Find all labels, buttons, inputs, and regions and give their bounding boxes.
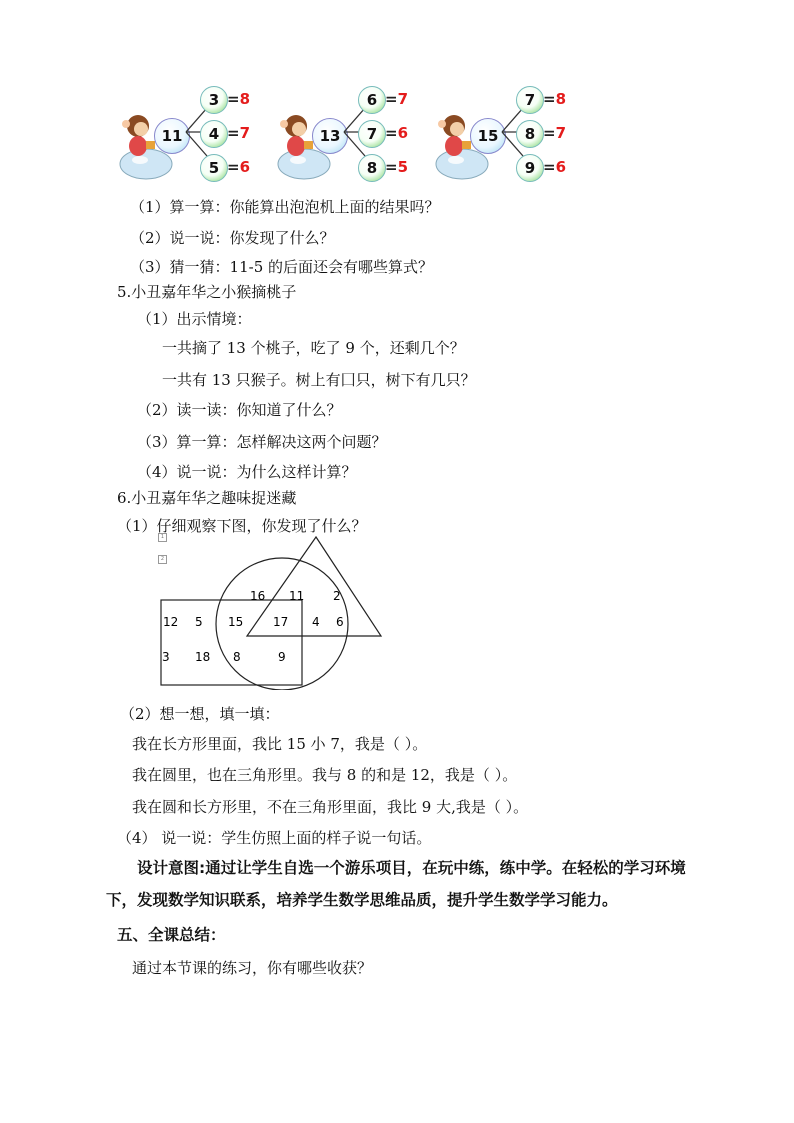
equation-result: =7 xyxy=(385,90,409,108)
bubble-ball: 7 xyxy=(516,86,544,114)
bubble-machine-1 xyxy=(116,84,276,180)
venn-number: 12 xyxy=(163,615,179,629)
rectangle-shape xyxy=(161,600,302,685)
bubble-machine-2 xyxy=(274,84,434,180)
venn-number: 6 xyxy=(336,615,344,629)
summary-title: 五、全课总结： xyxy=(117,926,226,944)
bubble-ball: 9 xyxy=(516,154,544,182)
question-observe: （1）仔细观察下图，你发现了什么？ xyxy=(117,517,367,535)
fill-in-line: 我在圆里，也在三角形里。我与 8 的和是 12，我是（ ）。 xyxy=(132,766,518,784)
equation-result: =5 xyxy=(385,158,409,176)
section-title: 5.小丑嘉年华之小猴摘桃子 xyxy=(117,283,297,301)
start-number: 11 xyxy=(154,118,190,154)
venn-number: 9 xyxy=(278,650,286,664)
venn-number: 16 xyxy=(250,589,266,603)
fill-in-line: 我在长方形里面，我比 15 小 7，我是（ ）。 xyxy=(132,735,428,753)
start-number: 13 xyxy=(312,118,348,154)
bubble-ball: 7 xyxy=(358,120,386,148)
venn-number: 8 xyxy=(233,650,241,664)
equation-result: =7 xyxy=(543,124,567,142)
venn-number: 15 xyxy=(228,615,244,629)
scenario-line: 一共有 13 只猴子。树上有囗只，树下有几只？ xyxy=(162,371,476,389)
equation-result: =6 xyxy=(543,158,567,176)
start-number: 15 xyxy=(470,118,506,154)
question-read: （2）读一读：你知道了什么？ xyxy=(137,401,342,419)
venn-number: 18 xyxy=(195,650,211,664)
venn-number: 4 xyxy=(312,615,320,629)
image-placeholder-icon: 1 xyxy=(158,533,167,542)
design-intent-line: 设计意图:通过让学生自选一个游乐项目，在玩中练，练中学。在轻松的学习环境 xyxy=(137,859,686,877)
venn-diagram xyxy=(150,530,390,690)
summary-text: 通过本节课的练习，你有哪些收获？ xyxy=(132,959,373,977)
question-explain: （4）说一说：为什么这样计算？ xyxy=(137,463,357,481)
question-calc: （1）算一算：你能算出泡泡机上面的结果吗？ xyxy=(130,198,440,216)
venn-number: 17 xyxy=(273,615,289,629)
venn-number: 5 xyxy=(195,615,203,629)
venn-number: 3 xyxy=(162,650,170,664)
bubble-machine-3 xyxy=(432,84,592,180)
question-discover: （2）说一说：你发现了什么？ xyxy=(130,229,335,247)
bubble-ball: 8 xyxy=(516,120,544,148)
question-solve: （3）算一算：怎样解决这两个问题？ xyxy=(137,433,387,451)
bubble-ball: 5 xyxy=(200,154,228,182)
equation-result: =8 xyxy=(543,90,567,108)
equation-result: =8 xyxy=(227,90,251,108)
question-scenario: （1）出示情境： xyxy=(137,310,252,328)
question-guess: （3）猜一猜：11-5 的后面还会有哪些算式？ xyxy=(130,258,434,276)
bubble-ball: 8 xyxy=(358,154,386,182)
scenario-line: 一共摘了 13 个桃子，吃了 9 个，还剩几个？ xyxy=(162,339,465,357)
venn-number: 11 xyxy=(289,589,305,603)
venn-number: 2 xyxy=(333,589,341,603)
question-say: （4） 说一说：学生仿照上面的样子说一句话。 xyxy=(117,829,432,847)
question-fill: （2）想一想，填一填： xyxy=(120,705,280,723)
equation-result: =6 xyxy=(385,124,409,142)
bubble-ball: 4 xyxy=(200,120,228,148)
section-title: 6.小丑嘉年华之趣味捉迷藏 xyxy=(117,489,297,507)
bubble-ball: 6 xyxy=(358,86,386,114)
design-intent-line: 下，发现数学知识联系，培养学生数学思维品质，提升学生数学学习能力。 xyxy=(106,891,618,909)
image-placeholder-icon: 2 xyxy=(158,555,167,564)
equation-result: =6 xyxy=(227,158,251,176)
fill-in-line: 我在圆和长方形里，不在三角形里面，我比 9 大,我是（ ）。 xyxy=(132,798,529,816)
bubble-ball: 3 xyxy=(200,86,228,114)
equation-result: =7 xyxy=(227,124,251,142)
